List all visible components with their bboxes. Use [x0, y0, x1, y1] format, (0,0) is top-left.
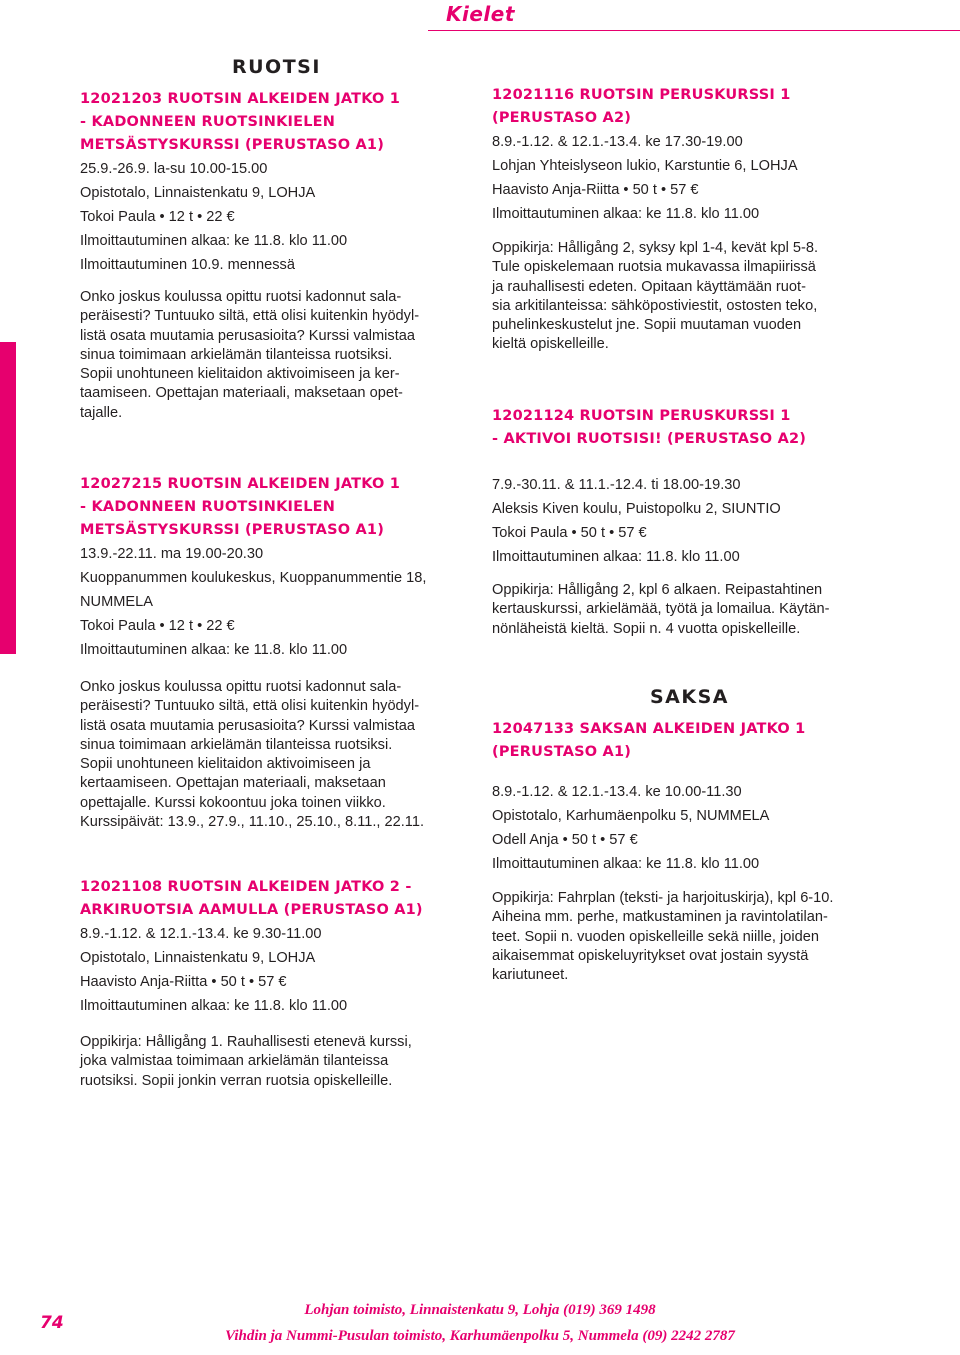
course-title: 12021203 RUOTSIN ALKEIDEN JATKO 1 - KADONNEEN RUOTSINKIELEN METSÄSTYSKURSSI (PERUSTASO A1) [80, 91, 401, 153]
course-saksa-1 [492, 718, 884, 985]
course-description: Onko joskus koulussa opittu ruotsi kadonnut sala- peräisesti? Tuntuuko siltä, että olisi kuitenkin hyödyl- listä osata muutamia perusasioita? Kurssi valmistaa sinua toimimaan arkielämän tilanteissa ruotsiksi. Sopii unohtuneen kielitaidon aktivoimiseen ja kertaamiseen. Opettajan materiaali, maksetaan opettajalle. Kurssi kokoontuu joka toinen viikko. Kurssipäivät: 13.9., 27.9., 11.10., 25.10., 8.11., 22.11. [80, 679, 424, 831]
course-ruotsi-5 [492, 405, 884, 639]
section-heading-saksa: SAKSA [650, 686, 730, 708]
course-title: 12047133 SAKSAN ALKEIDEN JATKO 1 (PERUSTASO A1) [492, 721, 806, 760]
page-header [0, 0, 960, 30]
course-info: 25.9.-26.9. la-su 10.00-15.00 Opistotalo, Linnaistenkatu 9, LOHJA Tokoi Paula • 12 t • 22 € Ilmoittautuminen alkaa: ke 11.8. klo 11.00 Ilmoittautuminen 10.9. mennessä [80, 161, 348, 273]
section-heading-ruotsi: RUOTSI [232, 56, 321, 78]
course-ruotsi-3 [80, 876, 470, 1091]
footer-office-vihti: Vihdin ja Nummi-Pusulan toimisto, Karhumäenpolku 5, Nummela (09) 2242 2787 [225, 1328, 735, 1344]
course-description: Oppikirja: Hålligång 2, kpl 6 alkaen. Reipastahtinen kertauskurssi, arkielämää, työtä ja lomailua. Käytän- nönläheistä kieltä. Sopii n. 4 vuotta opiskelleille. [492, 582, 830, 637]
course-title: 12021124 RUOTSIN PERUSKURSSI 1 - AKTIVOI RUOTSISI! (PERUSTASO A2) [492, 408, 807, 447]
course-description: Oppikirja: Fahrplan (teksti- ja harjoituskirja), kpl 6-10. Aiheina mm. perhe, matkustaminen ja ravintolatilan- teet. Sopii n. vuoden opiskelleille sekä niille, joiden aikaisemmat opiskeluyritykset ovat jostain syystä kariutuneet. [492, 890, 834, 984]
header-left-panel [0, 0, 428, 30]
course-description: Oppikirja: Hålligång 1. Rauhallisesti etenevä kurssi, joka valmistaa toimimaan arkielämän tilanteissa ruotsiksi. Sopii jonkin verran ruotsia opiskelleille. [80, 1034, 412, 1089]
footer-office-lohja: Lohjan toimisto, Linnaistenkatu 9, Lohja (019) 369 1498 [304, 1302, 656, 1318]
course-ruotsi-1 [80, 88, 470, 423]
page-number: 74 [40, 1313, 64, 1333]
course-description: Onko joskus koulussa opittu ruotsi kadonnut sala- peräisesti? Tuntuuko siltä, että olisi kuitenkin hyödyl- listä osata muutamia perusasioita? Kurssi valmistaa sinua toimimaan arkielämän tilanteissa ruotsiksi. Sopii unohtuneen kielitaidon aktivoimiseen ja ker- taamiseen. Opettajan materiaali, maksetaan opet- tajalle. [80, 289, 420, 421]
course-ruotsi-2 [80, 473, 470, 832]
course-info: 8.9.-1.12. & 12.1.-13.4. ke 9.30-11.00 Opistotalo, Linnaistenkatu 9, LOHJA Haavisto Anja-Riitta • 50 t • 57 € Ilmoittautuminen alkaa: ke 11.8. klo 11.00 [80, 926, 348, 1014]
course-info: 13.9.-22.11. ma 19.00-20.30 Kuoppanummen koulukeskus, Kuoppanummentie 18, NUMMELA Tokoi Paula • 12 t • 22 € Ilmoittautuminen alkaa: ke 11.8. klo 11.00 [80, 546, 427, 658]
course-info: 7.9.-30.11. & 11.1.-12.4. ti 18.00-19.30 Aleksis Kiven koulu, Puistopolku 2, SIUNTIO Tokoi Paula • 50 t • 57 € Ilmoittautuminen alkaa: 11.8. klo 11.00 [492, 477, 781, 565]
course-title: 12027215 RUOTSIN ALKEIDEN JATKO 1 - KADONNEEN RUOTSINKIELEN METSÄSTYSKURSSI (PERUSTASO A1) [80, 476, 401, 538]
course-ruotsi-4 [492, 84, 884, 355]
course-description: Oppikirja: Hålligång 2, syksy kpl 1-4, kevät kpl 5-8. Tule opiskelemaan ruotsia mukavassa ilmapiirissä ja rauhallisesti edeten. Opitaan käyttämään ruot- sia arkitilanteissa: sähköpostiviestit, ostosten teko, puhelinkeskustelut jne. Sopii muutaman vuoden kieltä opiskelleille. [492, 240, 819, 353]
header-title: Kielet [446, 2, 515, 26]
course-info: 8.9.-1.12. & 12.1.-13.4. ke 17.30-19.00 Lohjan Yhteislyseon lukio, Karstuntie 6, LOHJA Haavisto Anja-Riitta • 50 t • 57 € Ilmoittautuminen alkaa: ke 11.8. klo 11.00 [492, 134, 798, 222]
course-title: 12021116 RUOTSIN PERUSKURSSI 1 (PERUSTASO A2) [492, 87, 791, 126]
course-info: 8.9.-1.12. & 12.1.-13.4. ke 10.00-11.30 Opistotalo, Karhumäenpolku 5, NUMMELA Odell Anja • 50 t • 57 € Ilmoittautuminen alkaa: ke 11.8. klo 11.00 [492, 784, 770, 872]
side-color-tab [0, 342, 16, 654]
course-title: 12021108 RUOTSIN ALKEIDEN JATKO 2 - ARKIRUOTSIA AAMULLA (PERUSTASO A1) [80, 879, 423, 918]
